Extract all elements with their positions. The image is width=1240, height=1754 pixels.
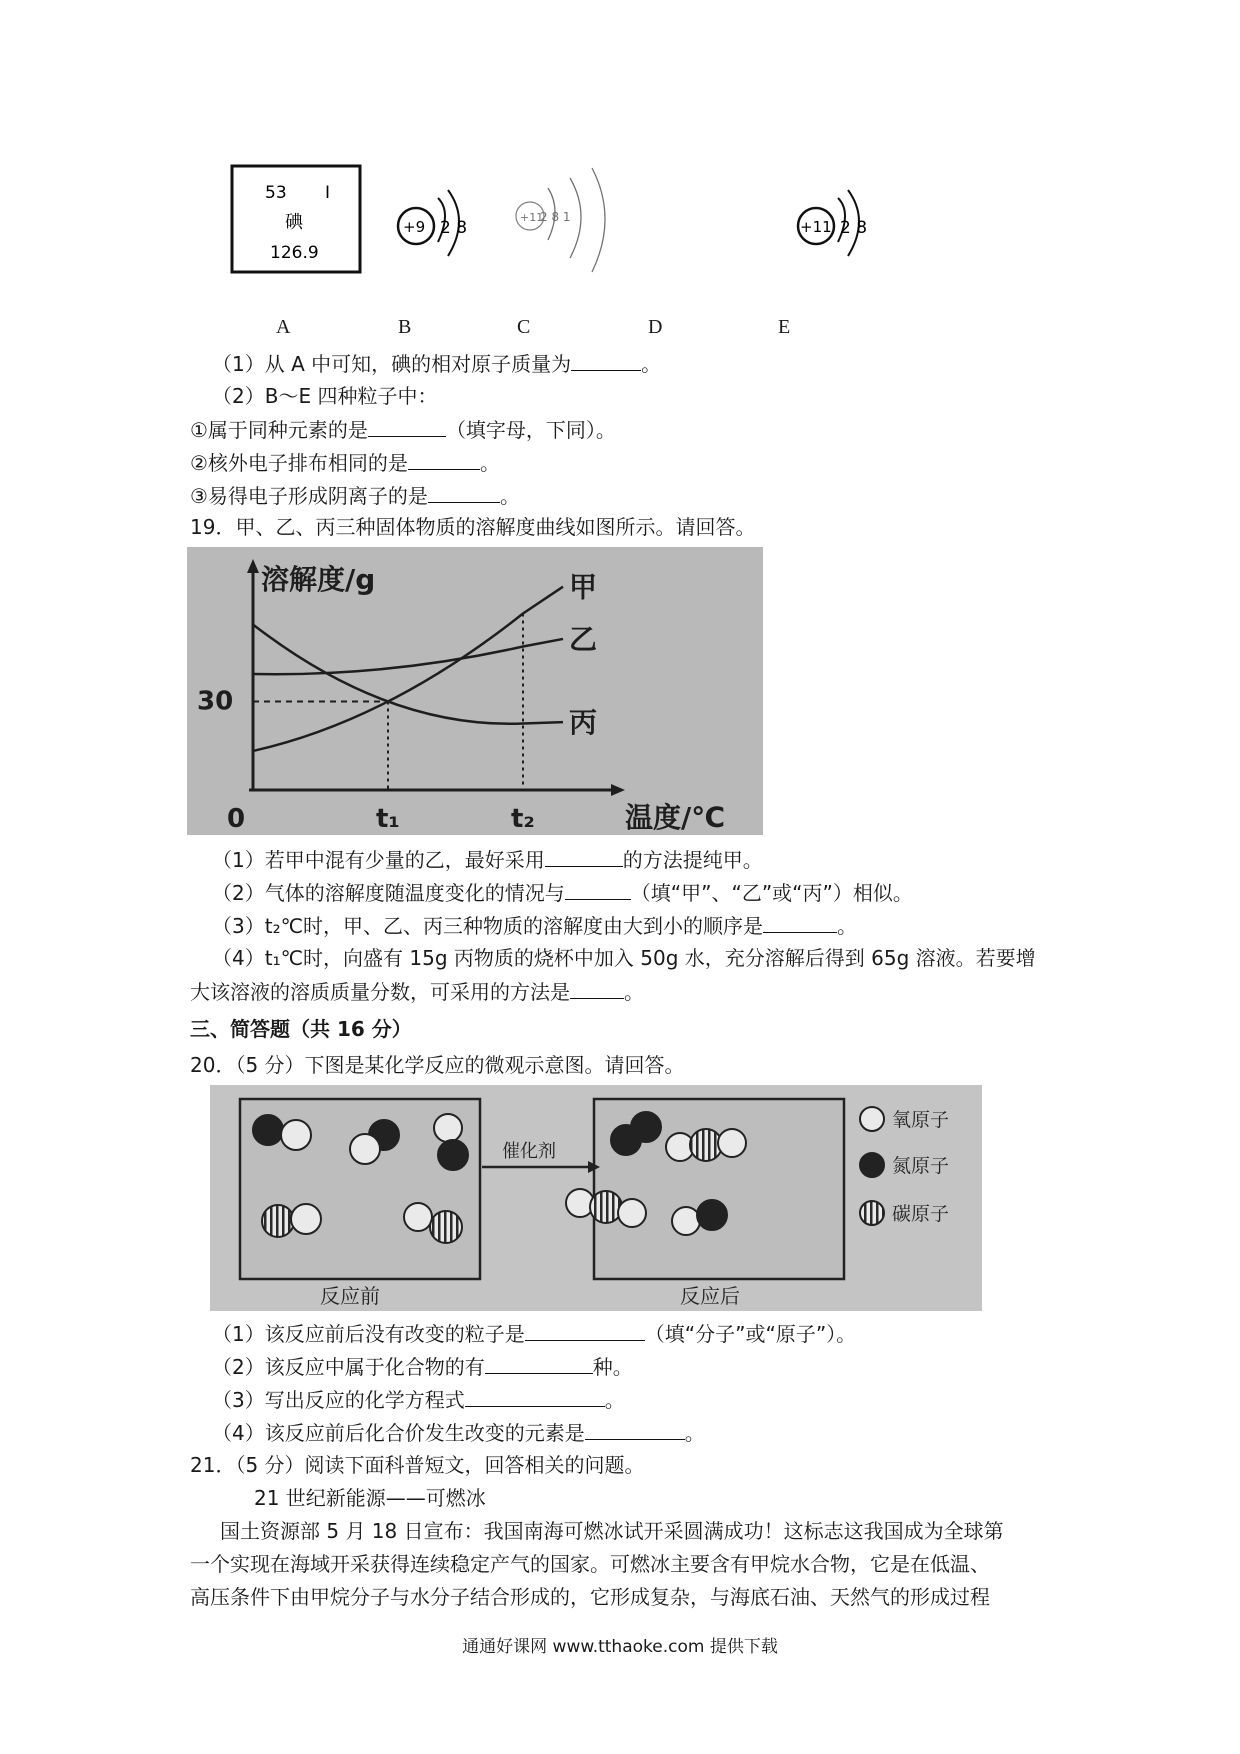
svg-text:碳原子: 碳原子	[892, 1203, 950, 1225]
origin-label: 0	[227, 804, 246, 834]
answer-blank[interactable]	[763, 912, 837, 933]
reaction-legend	[860, 1107, 949, 1225]
q20-part3: （3）写出反应的化学方程式 。	[212, 1388, 625, 1412]
solubility-chart	[187, 547, 763, 835]
svg-text:氮原子: 氮原子	[892, 1155, 950, 1177]
element-mass: 126.9	[270, 243, 319, 263]
x-tick-label: t₁	[376, 804, 400, 834]
q18-part2a: ①属于同种元素的是 （填字母，下同）。	[190, 418, 616, 442]
label-c: C	[517, 316, 531, 338]
label-a: A	[276, 316, 291, 338]
svg-text:2 8: 2 8	[840, 218, 868, 238]
series-label-0: 甲	[569, 570, 598, 604]
q19-part3: （3）t₂℃时，甲、乙、丙三种物质的溶解度由大到小的顺序是 。	[212, 914, 858, 938]
label-d: D	[648, 316, 663, 338]
q18-part1: （1）从 A 中可知，碘的相对原子质量为 。	[212, 352, 662, 376]
x-tick-label: t₂	[511, 804, 535, 834]
article-title: 21 世纪新能源——可燃冰	[254, 1486, 486, 1510]
section-title: 三、简答题（共 16 分）	[190, 1017, 412, 1041]
atom-structure-figure	[220, 160, 980, 320]
svg-text:氧原子: 氧原子	[892, 1109, 950, 1131]
y-tick-label: 30	[197, 686, 234, 717]
reaction-diagram	[210, 1085, 982, 1311]
answer-blank[interactable]	[545, 846, 623, 867]
q20-stem: 20．（5 分）下图是某化学反应的微观示意图。请回答。	[190, 1053, 685, 1077]
page-footer: 通通好课网 www.tthaoke.com 提供下载	[462, 1637, 778, 1657]
series-label-2: 丙	[569, 706, 598, 740]
answer-blank[interactable]	[585, 1419, 685, 1440]
q19-part2: （2）气体的溶解度随温度变化的情况与 （填“甲”、“乙”或“丙”）相似。	[212, 881, 913, 905]
particle-e-diagram	[798, 190, 867, 256]
q21-stem: 21．（5 分）阅读下面科普短文，回答相关的问题。	[190, 1453, 645, 1477]
answer-blank[interactable]	[565, 879, 631, 900]
q20-part4: （4）该反应前后化合价发生改变的元素是 。	[212, 1421, 705, 1445]
answer-blank[interactable]	[408, 449, 480, 470]
answer-blank[interactable]	[570, 978, 624, 999]
svg-text:+11: +11	[800, 218, 832, 236]
article-line-3: 高压条件下由甲烷分子与水分子结合形成的，它形成复杂，与海底石油、天然气的形成过程	[190, 1585, 990, 1609]
y-axis-label: 溶解度/g	[261, 563, 376, 596]
q19-part4-line2: 大该溶液的溶质质量分数，可采用的方法是 。	[190, 980, 644, 1004]
svg-text:2 8 1: 2 8 1	[540, 210, 571, 224]
article-line-2: 一个实现在海域开采获得连续稳定产气的国家。可燃冰主要含有甲烷水合物，它是在低温、	[190, 1552, 990, 1576]
svg-text:+11: +11	[520, 211, 544, 224]
label-b: B	[398, 316, 412, 338]
q20-part2: （2）该反应中属于化合物的有 种。	[212, 1355, 633, 1379]
particle-c-diagram	[516, 168, 605, 272]
q20-part1: （1）该反应前后没有改变的粒子是 （填“分子”或“原子”）。	[212, 1322, 857, 1346]
answer-blank[interactable]	[428, 482, 500, 503]
svg-text:2 8: 2 8	[440, 218, 468, 238]
q19-part1: （1）若甲中混有少量的乙，最好采用 的方法提纯甲。	[212, 848, 763, 872]
element-name: 碘	[285, 212, 303, 233]
element-symbol: I	[325, 183, 331, 203]
series-label-1: 乙	[569, 622, 598, 656]
before-label: 反应前	[320, 1284, 380, 1308]
answer-blank[interactable]	[465, 1386, 605, 1407]
q18-part2: （2）B～E 四种粒子中：	[212, 384, 438, 408]
particle-b-diagram	[398, 190, 467, 256]
answer-blank[interactable]	[485, 1353, 593, 1374]
answer-blank[interactable]	[368, 416, 446, 437]
article-line-1: 国土资源部 5 月 18 日宣布：我国南海可燃冰试开采圆满成功！这标志这我国成为全球第	[220, 1519, 1004, 1543]
after-label: 反应后	[680, 1284, 740, 1308]
answer-blank[interactable]	[571, 350, 641, 371]
q19-part4-line1: （4）t₁℃时，向盛有 15g 丙物质的烧杯中加入 50g 水，充分溶解后得到 65g 溶液。若要增	[212, 946, 1036, 970]
q18-part2b: ②核外电子排布相同的是 。	[190, 451, 500, 475]
label-e: E	[778, 316, 791, 338]
q18-part2c: ③易得电子形成阴离子的是 。	[190, 484, 520, 508]
answer-blank[interactable]	[525, 1320, 645, 1341]
q19-stem: 19．甲、乙、丙三种固体物质的溶解度曲线如图所示。请回答。	[190, 515, 756, 539]
catalyst-label: 催化剂	[502, 1141, 556, 1162]
x-axis-label: 温度/℃	[625, 801, 726, 834]
element-number: 53	[265, 183, 287, 203]
svg-text:+9: +9	[403, 218, 426, 236]
